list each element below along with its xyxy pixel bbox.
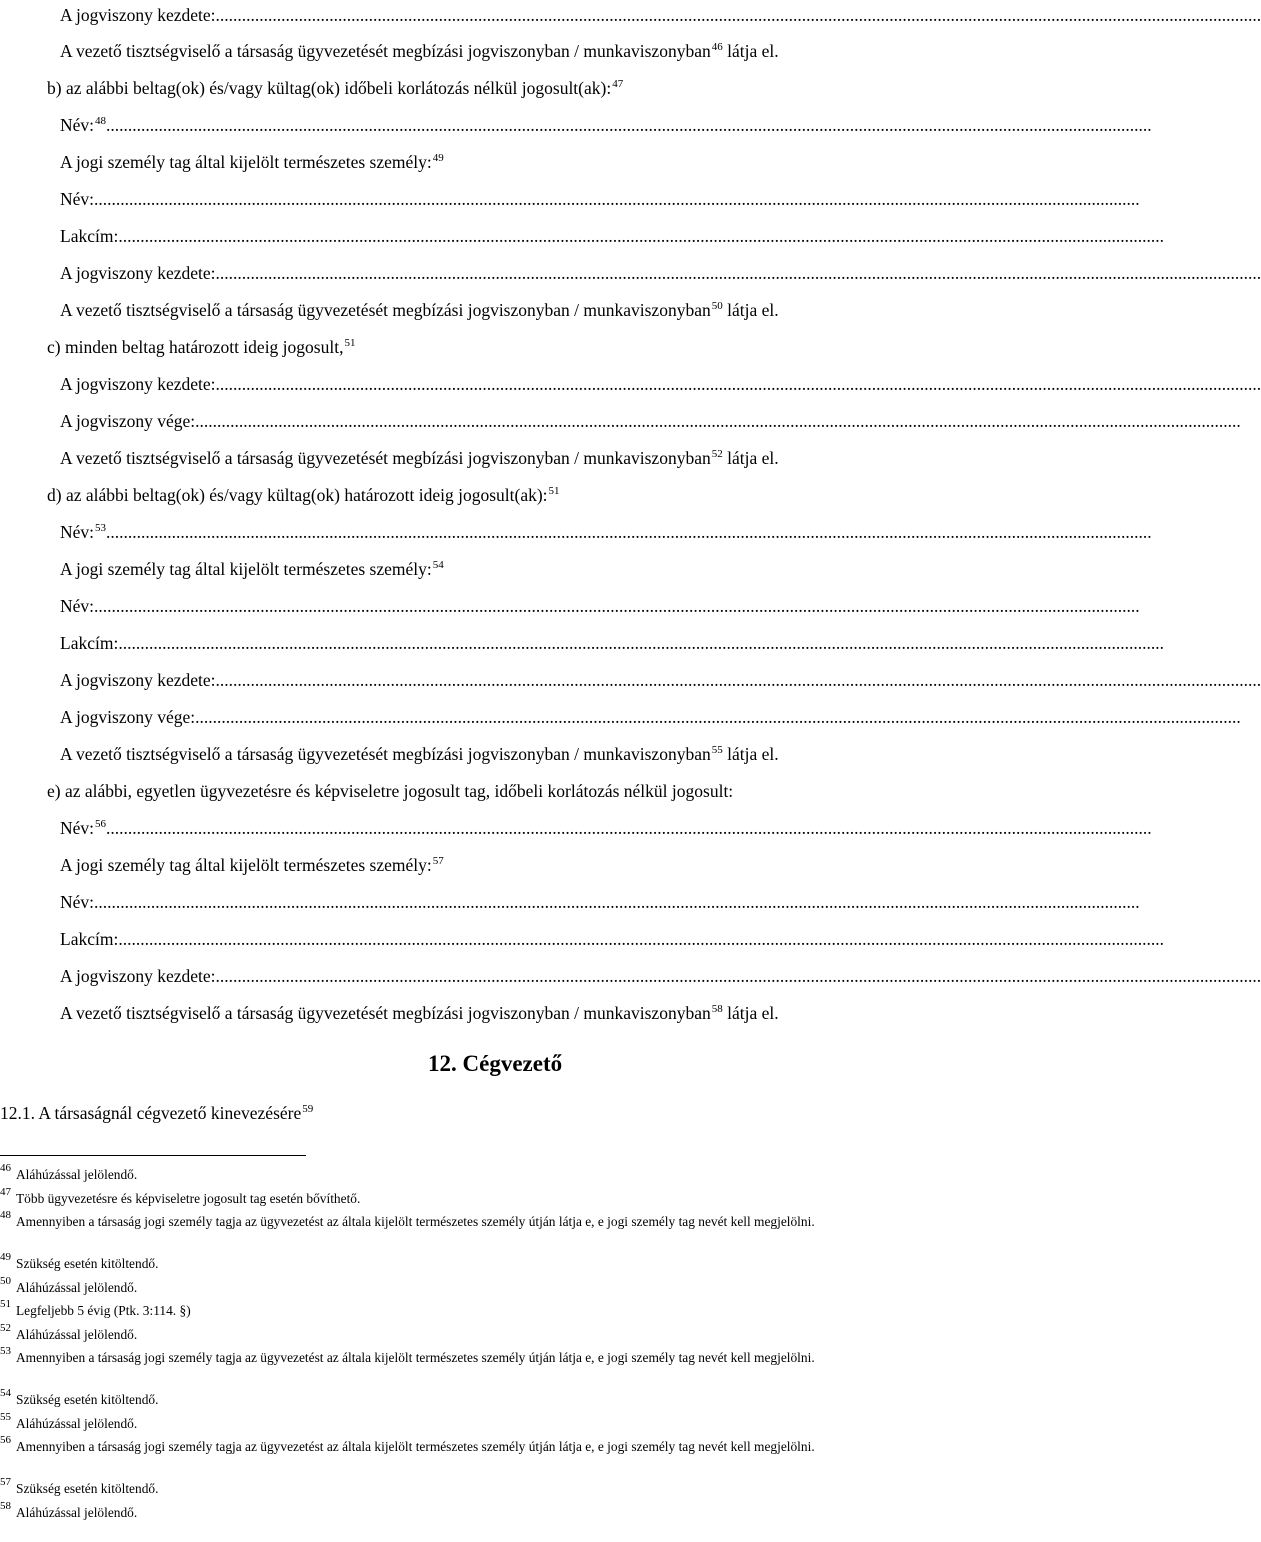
footnote-number: 51 [0, 1298, 11, 1310]
form-line [0, 891, 1140, 927]
footnote [0, 1274, 960, 1296]
form-line-label: A vezető tisztségviselő a társaság ügyvezetését megbízási jogviszonyban / munkaviszonyban [60, 1003, 711, 1023]
footnote [0, 1387, 960, 1408]
footnote-text: Amennyiben a társaság jogi személy tagja az ügyvezetést az általa kijelölt természetes személy útján látja e, e jogi személy tag nevét kell megjelölni. [16, 1214, 815, 1229]
form-line-label: Név: [60, 596, 95, 616]
form-line [0, 743, 960, 779]
footnote-ref: 46 [711, 41, 723, 53]
fill-in-dots[interactable]: ............................................................................................................................................................................................................................................... [215, 374, 1261, 394]
form-line [0, 558, 960, 594]
fill-in-dots[interactable]: ............................................................................................................................................................................................................................................... [94, 596, 1140, 616]
footnote-text: Amennyiben a társaság jogi személy tagja az ügyvezetést az általa kijelölt természetes személy útján látja e, e jogi személy tag nevét kell megjelölni. [16, 1439, 815, 1454]
footnote-ref: 58 [711, 1003, 723, 1015]
form-line-label: A jogviszony kezdete: [60, 966, 216, 986]
form-line [0, 151, 960, 187]
footnote-number: 54 [0, 1387, 11, 1399]
form-line-tail: látja el. [722, 448, 779, 468]
footnote-ref: 53 [95, 522, 107, 534]
footnote-number: 52 [0, 1321, 11, 1334]
fill-in-dots[interactable]: ............................................................................................................................................................................................................................................... [215, 5, 1261, 25]
form-line [0, 299, 960, 335]
form-line-label: Lakcím: [60, 226, 119, 246]
fill-in-dots[interactable]: ............................................................................................................................................................................................................................................... [195, 707, 1241, 727]
form-line-label: d) az alábbi beltag(ok) és/vagy kültag(ok) határozott ideig jogosult(ak): [47, 485, 548, 505]
form-line-label: Név: [60, 115, 95, 135]
footnote-text: Amennyiben a társaság jogi személy tagja az ügyvezetést az általa kijelölt természetes személy útján látja e, e jogi személy tag nevét kell megjelölni. [16, 1350, 815, 1365]
section-heading: 12. Cégvezető [428, 1051, 563, 1076]
footnote-ref: 51 [344, 337, 356, 349]
footnote-text: Szükség esetén kitöltendő. [16, 1481, 159, 1496]
footnote [0, 1251, 960, 1272]
fill-in-dots[interactable]: ............................................................................................................................................................................................................................................... [118, 226, 1164, 246]
form-line-label: A jogi személy tag által kijelölt természetes személy: [60, 855, 432, 875]
form-line [0, 262, 1261, 298]
form-line [0, 225, 1164, 261]
fill-in-dots[interactable]: ............................................................................................................................................................................................................................................... [94, 892, 1140, 912]
footnote-number: 48 [0, 1209, 11, 1221]
fill-in-dots[interactable]: ............................................................................................................................................................................................................................................... [215, 263, 1261, 283]
footnote-number: 57 [0, 1476, 11, 1488]
footnote [0, 1209, 960, 1230]
form-line [0, 632, 1164, 668]
form-line [0, 854, 960, 890]
form-line-label: Név: [60, 522, 95, 542]
form-line-label: A jogi személy tag által kijelölt természetes személy: [60, 559, 432, 579]
form-line-label: b) az alábbi beltag(ok) és/vagy kültag(ok) időbeli korlátozás nélkül jogosult(ak): [47, 78, 612, 98]
footnote-text: Aláhúzással jelölendő. [16, 1504, 138, 1520]
subsection-heading-text: 12.1. A társaságnál cégvezető kinevezésére [0, 1103, 302, 1123]
form-line-label: Név: [60, 189, 95, 209]
footnote [0, 1345, 960, 1366]
form-line [0, 484, 960, 520]
form-line [0, 965, 1261, 1001]
subsection-heading [0, 1101, 313, 1125]
fill-in-dots[interactable]: ............................................................................................................................................................................................................................................... [215, 966, 1261, 986]
footnote-text: Több ügyvezetésre és képviseletre jogosult tag esetén bővíthető. [16, 1190, 361, 1206]
form-line-label: A jogviszony kezdete: [60, 263, 216, 283]
fill-in-dots[interactable]: ............................................................................................................................................................................................................................................... [94, 189, 1140, 209]
footnote-separator [0, 1155, 306, 1156]
form-line-label: Név: [60, 892, 95, 912]
footnote-number: 56 [0, 1434, 11, 1446]
footnote-number: 53 [0, 1345, 11, 1357]
footnote-text: Aláhúzással jelölendő. [16, 1279, 138, 1295]
form-line [0, 817, 1152, 853]
form-line-label: A jogviszony kezdete: [60, 670, 216, 690]
fill-in-dots[interactable]: ............................................................................................................................................................................................................................................... [195, 411, 1241, 431]
form-line-label: c) minden beltag határozott ideig jogosult, [47, 337, 344, 357]
footnote [0, 1162, 960, 1183]
footnote-ref: 57 [432, 855, 444, 867]
form-line [0, 77, 960, 113]
footnote [0, 1434, 960, 1455]
form-line-label: Lakcím: [60, 633, 119, 653]
form-line-label: A vezető tisztségviselő a társaság ügyvezetését megbízási jogviszonyban / munkaviszonyban [60, 300, 711, 320]
fill-in-dots[interactable]: ............................................................................................................................................................................................................................................... [106, 522, 1152, 542]
footnote-ref: 48 [95, 115, 107, 127]
fill-in-dots[interactable]: ............................................................................................................................................................................................................................................... [215, 670, 1261, 690]
footnote [0, 1410, 960, 1432]
form-line-label: A jogviszony vége: [60, 411, 196, 431]
footnote-text: Aláhúzással jelölendő. [16, 1415, 138, 1431]
footnote-text: Aláhúzással jelölendő. [16, 1167, 138, 1182]
footnote-ref: 59 [302, 1103, 314, 1115]
footnote-number: 55 [0, 1410, 11, 1423]
form-line-tail: látja el. [722, 1003, 779, 1023]
fill-in-dots[interactable]: ............................................................................................................................................................................................................................................... [118, 633, 1164, 653]
form-line-label: A jogviszony vége: [60, 707, 196, 727]
form-line [0, 706, 1241, 742]
form-line [0, 521, 1152, 557]
form-line [0, 4, 1261, 40]
footnote-ref: 50 [711, 300, 723, 312]
footnote [0, 1298, 960, 1319]
form-line [0, 780, 960, 816]
fill-in-dots[interactable]: ............................................................................................................................................................................................................................................... [106, 818, 1152, 838]
form-line-tail: látja el. [722, 300, 779, 320]
form-line-label: A vezető tisztségviselő a társaság ügyvezetését megbízási jogviszonyban / munkaviszonyban [60, 448, 711, 468]
form-line [0, 188, 1140, 224]
footnote [0, 1321, 960, 1343]
footnote-ref: 54 [432, 559, 444, 571]
footnote [0, 1476, 960, 1497]
footnote-text: Legfeljebb 5 évig (Ptk. 3:114. §) [16, 1303, 191, 1318]
form-line [0, 595, 1140, 631]
footnote-text: Szükség esetén kitöltendő. [16, 1392, 159, 1407]
footnote-ref: 56 [95, 818, 107, 830]
form-line [0, 928, 1164, 964]
form-line-label: Lakcím: [60, 929, 119, 949]
footnote-number: 49 [0, 1251, 11, 1263]
footnote-number: 50 [0, 1274, 11, 1287]
footnote [0, 1499, 960, 1521]
form-line-label: Név: [60, 818, 95, 838]
footnote-ref: 47 [612, 78, 624, 90]
form-line [0, 40, 960, 76]
form-line-tail: látja el. [722, 41, 779, 61]
form-line-tail: látja el. [722, 744, 779, 764]
form-line [0, 336, 960, 372]
footnote [0, 1185, 960, 1207]
form-line [0, 114, 1152, 150]
form-line-label: A vezető tisztségviselő a társaság ügyvezetését megbízási jogviszonyban / munkaviszonyban [60, 41, 711, 61]
form-line [0, 447, 960, 483]
footnote-ref: 52 [711, 448, 723, 460]
footnote-number: 46 [0, 1162, 11, 1174]
form-line [0, 373, 1261, 409]
footnote-number: 47 [0, 1185, 11, 1198]
footnote-ref: 55 [711, 744, 723, 756]
footnote-ref: 49 [432, 152, 444, 164]
footnote-text: Szükség esetén kitöltendő. [16, 1256, 159, 1271]
form-line-label: A jogviszony kezdete: [60, 374, 216, 394]
form-line-label: e) az alábbi, egyetlen ügyvezetésre és képviseletre jogosult tag, időbeli korlátozás nélkül jogosult: [47, 781, 734, 801]
form-line-label: A jogviszony kezdete: [60, 5, 216, 25]
form-line-label: A vezető tisztségviselő a társaság ügyvezetését megbízási jogviszonyban / munkaviszonyban [60, 744, 711, 764]
form-line [0, 669, 1261, 705]
footnote-number: 58 [0, 1499, 11, 1512]
form-line [0, 410, 1241, 446]
footnote-text: Aláhúzással jelölendő. [16, 1326, 138, 1342]
form-line-label: A jogi személy tag által kijelölt természetes személy: [60, 152, 432, 172]
form-line [0, 1002, 960, 1038]
fill-in-dots[interactable]: ............................................................................................................................................................................................................................................... [118, 929, 1164, 949]
fill-in-dots[interactable]: ............................................................................................................................................................................................................................................... [106, 115, 1152, 135]
footnote-ref: 51 [548, 485, 560, 497]
